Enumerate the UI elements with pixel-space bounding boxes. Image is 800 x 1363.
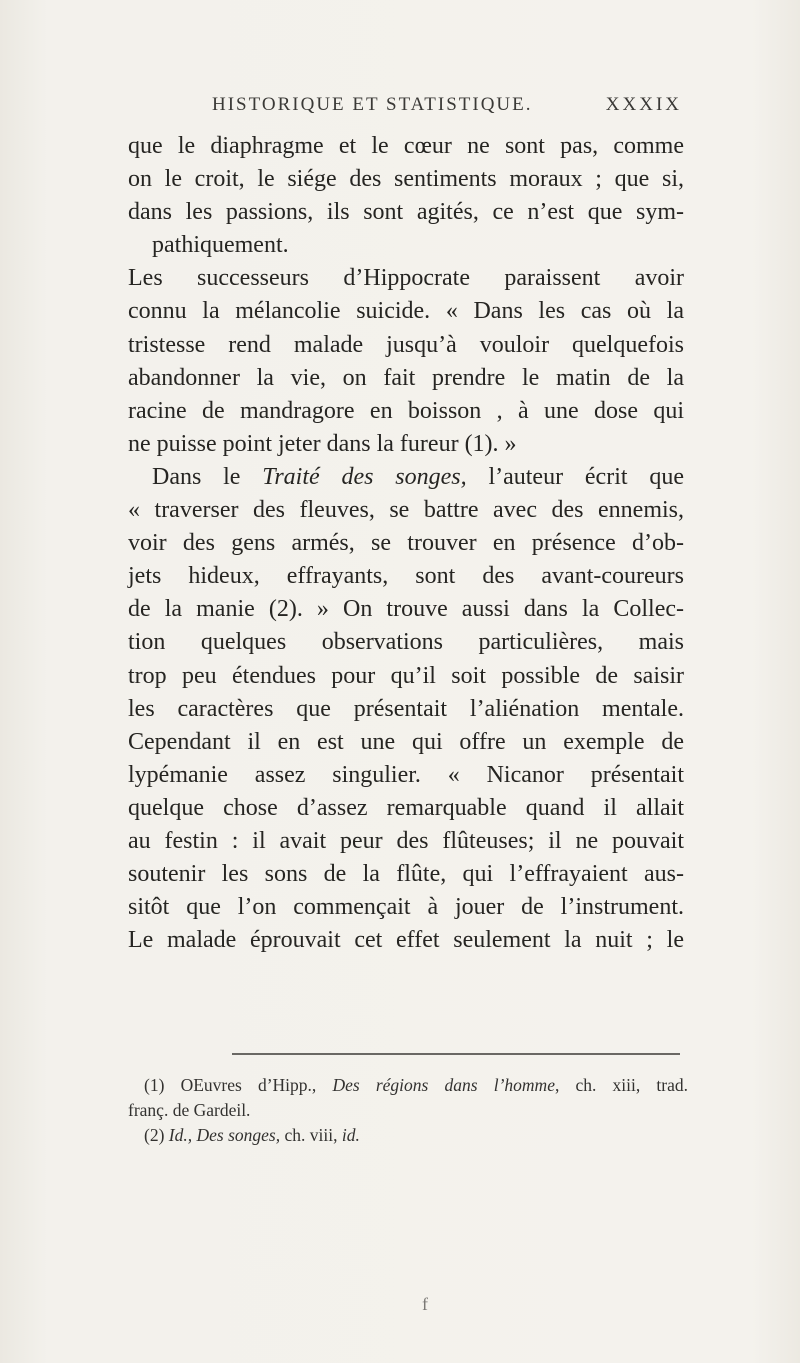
text-fragment: l’auteur écrit que	[488, 463, 685, 490]
footnote-text: (2)	[144, 1125, 165, 1145]
text-line: jets hideux, effrayants, sont des avant-coureurs	[128, 563, 684, 590]
text-line: ne puisse point jeter dans la fureur (1). »	[128, 430, 517, 457]
text-line: dans les passions, ils sont agités, ce n’est que sym-	[128, 199, 684, 226]
text-line: connu la mélancolie suicide. « Dans les cas où la	[128, 298, 684, 325]
text-line: Le malade éprouvait cet effet seulement la nuit ; le	[128, 927, 684, 954]
footnote-text: , ch. xiii, trad.	[554, 1075, 689, 1095]
text-fragment: Dans le	[152, 463, 241, 490]
footnote-italic-ref: id.	[341, 1125, 360, 1145]
text-line: au festin : il avait peur des flûteuses; il ne pouvait	[128, 827, 684, 854]
footnote-2	[128, 1123, 688, 1148]
text-line: « traverser des fleuves, se battre avec des ennemis,	[128, 497, 684, 524]
running-title: HISTORIQUE ET STATISTIQUE.	[212, 94, 533, 115]
text-line: les caractères que présentait l’aliénation mentale.	[128, 695, 684, 722]
footnote-1-continued: franç. de Gardeil.	[128, 1100, 251, 1120]
footnote-text: (1) OEuvres d’Hipp.,	[144, 1075, 317, 1095]
footnote-divider	[232, 1053, 680, 1055]
text-line: Les successeurs d’Hippocrate paraissent avoir	[128, 265, 684, 292]
text-line: pathiquement.	[152, 232, 289, 259]
text-line: voir des gens armés, se trouver en présence d’ob-	[128, 530, 684, 557]
footnote-italic-title: Des régions dans l’homme	[332, 1075, 555, 1095]
text-line: tristesse rend malade jusqu’à vouloir quelquefois	[128, 331, 684, 358]
text-line: de la manie (2). » On trouve aussi dans la Collec-	[128, 596, 684, 623]
main-text	[128, 130, 684, 957]
footnote-text: ch. viii,	[284, 1125, 338, 1145]
text-line: abandonner la vie, on fait prendre le matin de la	[128, 364, 684, 391]
text-line: racine de mandragore en boisson , à une dose qui	[128, 397, 684, 424]
footnote-1	[128, 1073, 688, 1098]
text-line: Cependant il en est une qui offre un exemple de	[128, 728, 684, 755]
text-line: trop peu étendues pour qu’il soit possible de saisir	[128, 662, 684, 689]
footnotes	[128, 1073, 688, 1148]
text-line: on le croit, le siége des sentiments moraux ; que si,	[128, 166, 684, 193]
text-line: quelque chose d’assez remarquable quand il allait	[128, 794, 684, 821]
text-line: tion quelques observations particulières, mais	[128, 629, 684, 656]
text-line: lypémanie assez singulier. « Nicanor présentait	[128, 761, 684, 788]
stray-mark: f	[422, 1294, 428, 1314]
running-header	[212, 94, 682, 116]
italic-title: Traité des songes,	[262, 463, 467, 490]
text-line: sitôt que l’on commençait à jouer de l’instrument.	[128, 894, 684, 921]
text-line: soutenir les sons de la flûte, qui l’effrayaient aus-	[128, 861, 684, 888]
page-number: XXXIX	[605, 94, 682, 115]
text-line-with-italic	[128, 461, 684, 494]
text-line: que le diaphragme et le cœur ne sont pas, comme	[128, 133, 684, 159]
footnote-italic-title: Id., Des songes,	[168, 1125, 281, 1145]
